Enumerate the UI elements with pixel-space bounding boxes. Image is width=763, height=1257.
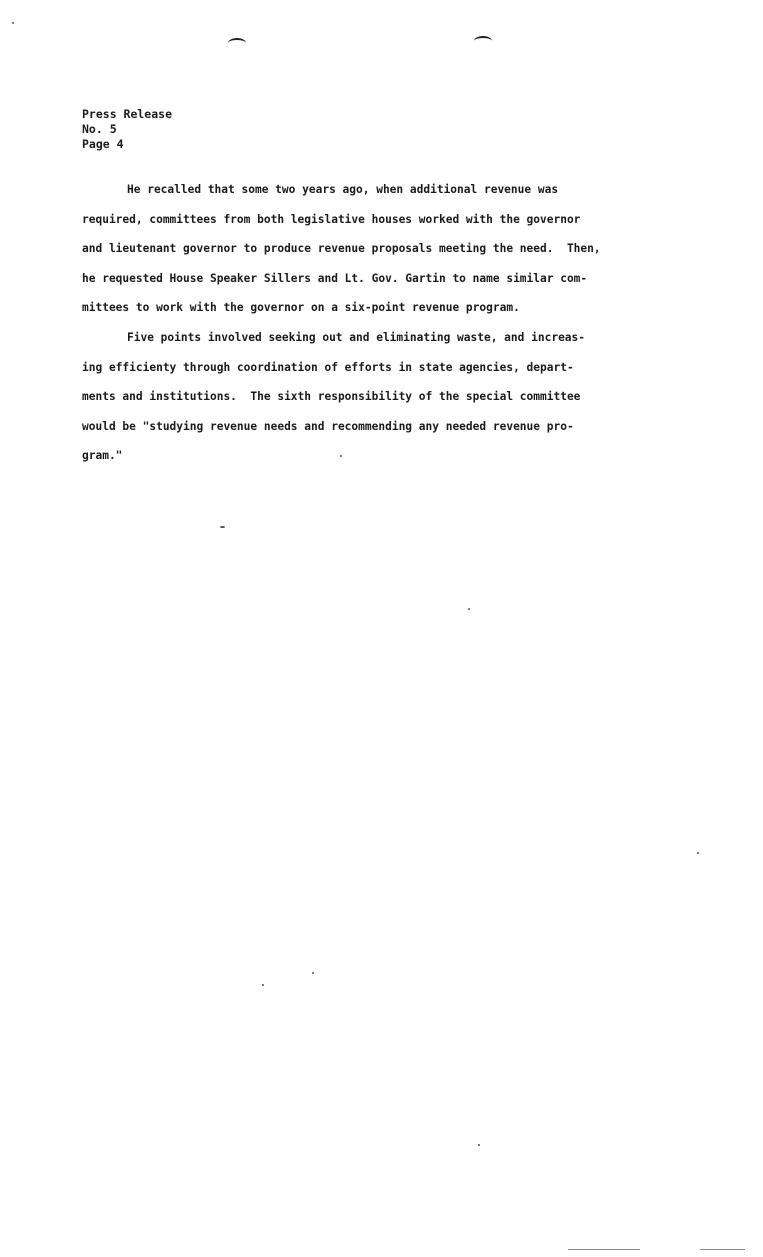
scan-speck [340, 455, 342, 457]
scan-rule [568, 1249, 640, 1250]
text-line: ments and institutions. The sixth responsibility of the special committee [82, 390, 581, 404]
body-text [82, 180, 672, 476]
text-line: He recalled that some two years ago, when additional revenue was [127, 183, 559, 196]
header-title: Press Release [82, 107, 173, 121]
scan-speck [697, 852, 699, 854]
punch-mark-right [474, 36, 492, 46]
text-line: Five points involved seeking out and eliminating waste, and increas- [127, 330, 586, 344]
text-line: mittees to work with the governor on a six-point revenue program. [82, 301, 520, 315]
text-line: gram." [82, 449, 123, 463]
scan-speck [478, 1144, 480, 1146]
press-release-header [82, 107, 172, 152]
text-line: would be "studying revenue needs and recommending any needed revenue pro- [82, 419, 574, 433]
punch-mark-left [228, 38, 246, 48]
scan-speck [468, 608, 470, 610]
scan-speck [312, 972, 314, 974]
paragraph-1 [82, 180, 672, 328]
scan-speck [262, 984, 264, 986]
text-line: he requested House Speaker Sillers and Lt. Gov. Gartin to name similar com- [82, 271, 588, 285]
header-page: Page 4 [82, 137, 124, 151]
text-line: and lieutenant governor to produce revenue proposals meeting the need. Then, [82, 242, 601, 256]
text-line: required, committees from both legislative houses worked with the governor [82, 212, 581, 226]
text-line: ing efficienty through coordination of efforts in state agencies, depart- [82, 360, 574, 374]
header-number: No. 5 [82, 122, 117, 136]
scan-rule [700, 1249, 745, 1250]
scan-speck [220, 526, 225, 528]
scan-speck [12, 22, 14, 24]
paragraph-2 [82, 328, 672, 476]
